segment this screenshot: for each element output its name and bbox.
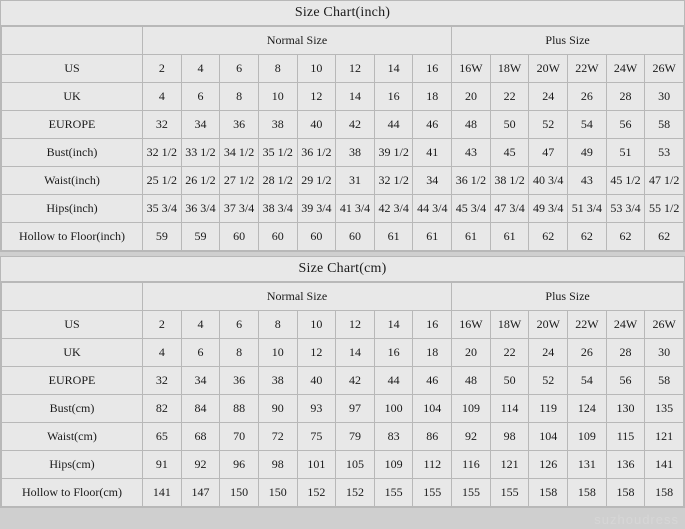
cell: 8 <box>258 55 297 83</box>
cell: 82 <box>143 395 182 423</box>
cell: 158 <box>606 479 645 507</box>
cell: 91 <box>143 451 182 479</box>
cell: 32 1/2 <box>374 167 413 195</box>
cell: 20 <box>452 339 491 367</box>
cell: 141 <box>645 451 684 479</box>
cell: 62 <box>568 223 607 251</box>
cell: 155 <box>452 479 491 507</box>
cell: 32 <box>143 111 182 139</box>
cell: 60 <box>220 223 259 251</box>
cell: 155 <box>490 479 529 507</box>
cell: 46 <box>413 111 452 139</box>
cell: 2 <box>143 311 182 339</box>
row-label-uk: UK <box>2 339 143 367</box>
cell: 47 <box>529 139 568 167</box>
cell: 62 <box>645 223 684 251</box>
cell: 26 1/2 <box>181 167 220 195</box>
cell: 6 <box>181 83 220 111</box>
cell: 46 <box>413 367 452 395</box>
cell: 96 <box>220 451 259 479</box>
cell: 105 <box>336 451 375 479</box>
cell: 61 <box>490 223 529 251</box>
cell: 48 <box>452 111 491 139</box>
row-label-us: US <box>2 311 143 339</box>
cell: 109 <box>374 451 413 479</box>
cell: 24 <box>529 339 568 367</box>
size-chart-cm-block <box>0 256 685 508</box>
cell: 155 <box>413 479 452 507</box>
cell: 4 <box>143 83 182 111</box>
cell: 35 3/4 <box>143 195 182 223</box>
cell: 38 3/4 <box>258 195 297 223</box>
table-row <box>2 423 684 451</box>
size-chart-inch-block <box>0 0 685 252</box>
cell: 61 <box>413 223 452 251</box>
cell: 83 <box>374 423 413 451</box>
table-row <box>2 339 684 367</box>
row-label-us: US <box>2 55 143 83</box>
cell: 52 <box>529 367 568 395</box>
cell: 115 <box>606 423 645 451</box>
cell: 62 <box>606 223 645 251</box>
cell: 55 1/2 <box>645 195 684 223</box>
cell: 18 <box>413 83 452 111</box>
cell: 126 <box>529 451 568 479</box>
cell: 104 <box>529 423 568 451</box>
cell: 54 <box>568 367 607 395</box>
cell: 42 <box>336 111 375 139</box>
cell: 6 <box>220 55 259 83</box>
cell: 44 3/4 <box>413 195 452 223</box>
cell: 141 <box>143 479 182 507</box>
cell: 14 <box>374 311 413 339</box>
cell: 68 <box>181 423 220 451</box>
cell: 38 <box>336 139 375 167</box>
table-row <box>2 311 684 339</box>
cell: 30 <box>645 83 684 111</box>
cell: 38 <box>258 367 297 395</box>
group-header-row <box>2 283 684 311</box>
cell: 42 <box>336 367 375 395</box>
cell: 92 <box>181 451 220 479</box>
cell: 152 <box>336 479 375 507</box>
cell: 42 3/4 <box>374 195 413 223</box>
cell: 39 3/4 <box>297 195 336 223</box>
cell: 109 <box>452 395 491 423</box>
row-label-hollow-to-floor: Hollow to Floor(cm) <box>2 479 143 507</box>
cell: 61 <box>452 223 491 251</box>
cell: 25 1/2 <box>143 167 182 195</box>
cell: 16 <box>413 55 452 83</box>
cell: 121 <box>490 451 529 479</box>
cell: 24W <box>606 55 645 83</box>
cell: 86 <box>413 423 452 451</box>
cell: 45 1/2 <box>606 167 645 195</box>
cell: 135 <box>645 395 684 423</box>
cell: 59 <box>143 223 182 251</box>
cell: 58 <box>645 367 684 395</box>
table-corner-cell <box>2 283 143 311</box>
cell: 4 <box>143 339 182 367</box>
cell: 14 <box>336 83 375 111</box>
cell: 90 <box>258 395 297 423</box>
cell: 158 <box>529 479 568 507</box>
table-row <box>2 223 684 251</box>
cell: 38 <box>258 111 297 139</box>
cell: 36 <box>220 111 259 139</box>
cell: 124 <box>568 395 607 423</box>
cell: 147 <box>181 479 220 507</box>
cell: 92 <box>452 423 491 451</box>
cell: 101 <box>297 451 336 479</box>
cell: 37 3/4 <box>220 195 259 223</box>
table-row <box>2 139 684 167</box>
cell: 41 3/4 <box>336 195 375 223</box>
row-label-hips: Hips(inch) <box>2 195 143 223</box>
cell: 130 <box>606 395 645 423</box>
cell: 32 <box>143 367 182 395</box>
cell: 79 <box>336 423 375 451</box>
cell: 12 <box>297 339 336 367</box>
cell: 4 <box>181 55 220 83</box>
group-header-plus-size: Plus Size <box>452 27 684 55</box>
cell: 28 1/2 <box>258 167 297 195</box>
row-label-europe: EUROPE <box>2 111 143 139</box>
group-header-row <box>2 27 684 55</box>
cell: 51 <box>606 139 645 167</box>
cell: 22 <box>490 339 529 367</box>
cell: 32 1/2 <box>143 139 182 167</box>
table-row <box>2 367 684 395</box>
row-label-europe: EUROPE <box>2 367 143 395</box>
cell: 51 3/4 <box>568 195 607 223</box>
cell: 8 <box>220 339 259 367</box>
row-label-hips: Hips(cm) <box>2 451 143 479</box>
cell: 36 <box>220 367 259 395</box>
table-row <box>2 195 684 223</box>
cell: 56 <box>606 111 645 139</box>
cell: 16 <box>413 311 452 339</box>
row-label-waist: Waist(inch) <box>2 167 143 195</box>
size-chart-cm-table <box>1 282 684 507</box>
cell: 41 <box>413 139 452 167</box>
cell: 158 <box>568 479 607 507</box>
cell: 24 <box>529 83 568 111</box>
row-label-bust: Bust(inch) <box>2 139 143 167</box>
cell: 12 <box>336 311 375 339</box>
cell: 47 3/4 <box>490 195 529 223</box>
cell: 109 <box>568 423 607 451</box>
cell: 53 3/4 <box>606 195 645 223</box>
cell: 72 <box>258 423 297 451</box>
cell: 4 <box>181 311 220 339</box>
cell: 6 <box>181 339 220 367</box>
cell: 49 <box>568 139 607 167</box>
cell: 65 <box>143 423 182 451</box>
cell: 33 1/2 <box>181 139 220 167</box>
cell: 100 <box>374 395 413 423</box>
row-label-uk: UK <box>2 83 143 111</box>
cell: 70 <box>220 423 259 451</box>
cell: 16W <box>452 55 491 83</box>
cell: 18W <box>490 55 529 83</box>
size-chart-inch-title: Size Chart(inch) <box>1 1 684 26</box>
cell: 34 <box>413 167 452 195</box>
cell: 88 <box>220 395 259 423</box>
cell: 61 <box>374 223 413 251</box>
cell: 12 <box>336 55 375 83</box>
group-header-normal-size: Normal Size <box>143 27 452 55</box>
cell: 40 3/4 <box>529 167 568 195</box>
cell: 114 <box>490 395 529 423</box>
cell: 22W <box>568 311 607 339</box>
cell: 50 <box>490 111 529 139</box>
table-row <box>2 55 684 83</box>
cell: 136 <box>606 451 645 479</box>
cell: 2 <box>143 55 182 83</box>
cell: 14 <box>336 339 375 367</box>
cell: 22W <box>568 55 607 83</box>
cell: 97 <box>336 395 375 423</box>
cell: 28 <box>606 83 645 111</box>
cell: 45 <box>490 139 529 167</box>
watermark-text: suzhoudress <box>594 512 679 527</box>
cell: 112 <box>413 451 452 479</box>
cell: 20 <box>452 83 491 111</box>
cell: 40 <box>297 111 336 139</box>
table-row <box>2 479 684 507</box>
cell: 8 <box>258 311 297 339</box>
cell: 10 <box>297 311 336 339</box>
cell: 60 <box>258 223 297 251</box>
cell: 36 3/4 <box>181 195 220 223</box>
cell: 43 <box>568 167 607 195</box>
cell: 150 <box>220 479 259 507</box>
row-label-bust: Bust(cm) <box>2 395 143 423</box>
cell: 54 <box>568 111 607 139</box>
cell: 27 1/2 <box>220 167 259 195</box>
cell: 53 <box>645 139 684 167</box>
cell: 26W <box>645 55 684 83</box>
cell: 16W <box>452 311 491 339</box>
cell: 75 <box>297 423 336 451</box>
cell: 60 <box>336 223 375 251</box>
cell: 44 <box>374 367 413 395</box>
cell: 34 1/2 <box>220 139 259 167</box>
table-row <box>2 167 684 195</box>
row-label-hollow-to-floor: Hollow to Floor(inch) <box>2 223 143 251</box>
cell: 16 <box>374 83 413 111</box>
table-row <box>2 451 684 479</box>
cell: 10 <box>258 83 297 111</box>
cell: 131 <box>568 451 607 479</box>
cell: 50 <box>490 367 529 395</box>
group-header-plus-size: Plus Size <box>452 283 684 311</box>
cell: 158 <box>645 479 684 507</box>
cell: 31 <box>336 167 375 195</box>
cell: 48 <box>452 367 491 395</box>
cell: 34 <box>181 111 220 139</box>
cell: 30 <box>645 339 684 367</box>
cell: 26 <box>568 83 607 111</box>
cell: 59 <box>181 223 220 251</box>
cell: 36 1/2 <box>452 167 491 195</box>
cell: 47 1/2 <box>645 167 684 195</box>
cell: 12 <box>297 83 336 111</box>
cell: 16 <box>374 339 413 367</box>
cell: 45 3/4 <box>452 195 491 223</box>
cell: 62 <box>529 223 568 251</box>
group-header-normal-size: Normal Size <box>143 283 452 311</box>
cell: 35 1/2 <box>258 139 297 167</box>
cell: 24W <box>606 311 645 339</box>
cell: 52 <box>529 111 568 139</box>
cell: 39 1/2 <box>374 139 413 167</box>
cell: 18W <box>490 311 529 339</box>
cell: 40 <box>297 367 336 395</box>
cell: 14 <box>374 55 413 83</box>
cell: 116 <box>452 451 491 479</box>
cell: 121 <box>645 423 684 451</box>
table-corner-cell <box>2 27 143 55</box>
size-chart-cm-title: Size Chart(cm) <box>1 257 684 282</box>
row-label-waist: Waist(cm) <box>2 423 143 451</box>
size-chart-inch-table <box>1 26 684 251</box>
cell: 28 <box>606 339 645 367</box>
cell: 26W <box>645 311 684 339</box>
cell: 104 <box>413 395 452 423</box>
cell: 84 <box>181 395 220 423</box>
cell: 43 <box>452 139 491 167</box>
cell: 60 <box>297 223 336 251</box>
table-row <box>2 83 684 111</box>
cell: 44 <box>374 111 413 139</box>
cell: 58 <box>645 111 684 139</box>
cell: 56 <box>606 367 645 395</box>
cell: 152 <box>297 479 336 507</box>
cell: 22 <box>490 83 529 111</box>
cell: 6 <box>220 311 259 339</box>
cell: 10 <box>258 339 297 367</box>
cell: 155 <box>374 479 413 507</box>
table-row <box>2 111 684 139</box>
cell: 150 <box>258 479 297 507</box>
cell: 98 <box>258 451 297 479</box>
cell: 36 1/2 <box>297 139 336 167</box>
cell: 38 1/2 <box>490 167 529 195</box>
cell: 34 <box>181 367 220 395</box>
cell: 26 <box>568 339 607 367</box>
cell: 8 <box>220 83 259 111</box>
cell: 10 <box>297 55 336 83</box>
cell: 20W <box>529 55 568 83</box>
cell: 93 <box>297 395 336 423</box>
cell: 98 <box>490 423 529 451</box>
cell: 18 <box>413 339 452 367</box>
cell: 49 3/4 <box>529 195 568 223</box>
cell: 119 <box>529 395 568 423</box>
cell: 29 1/2 <box>297 167 336 195</box>
cell: 20W <box>529 311 568 339</box>
table-row <box>2 395 684 423</box>
